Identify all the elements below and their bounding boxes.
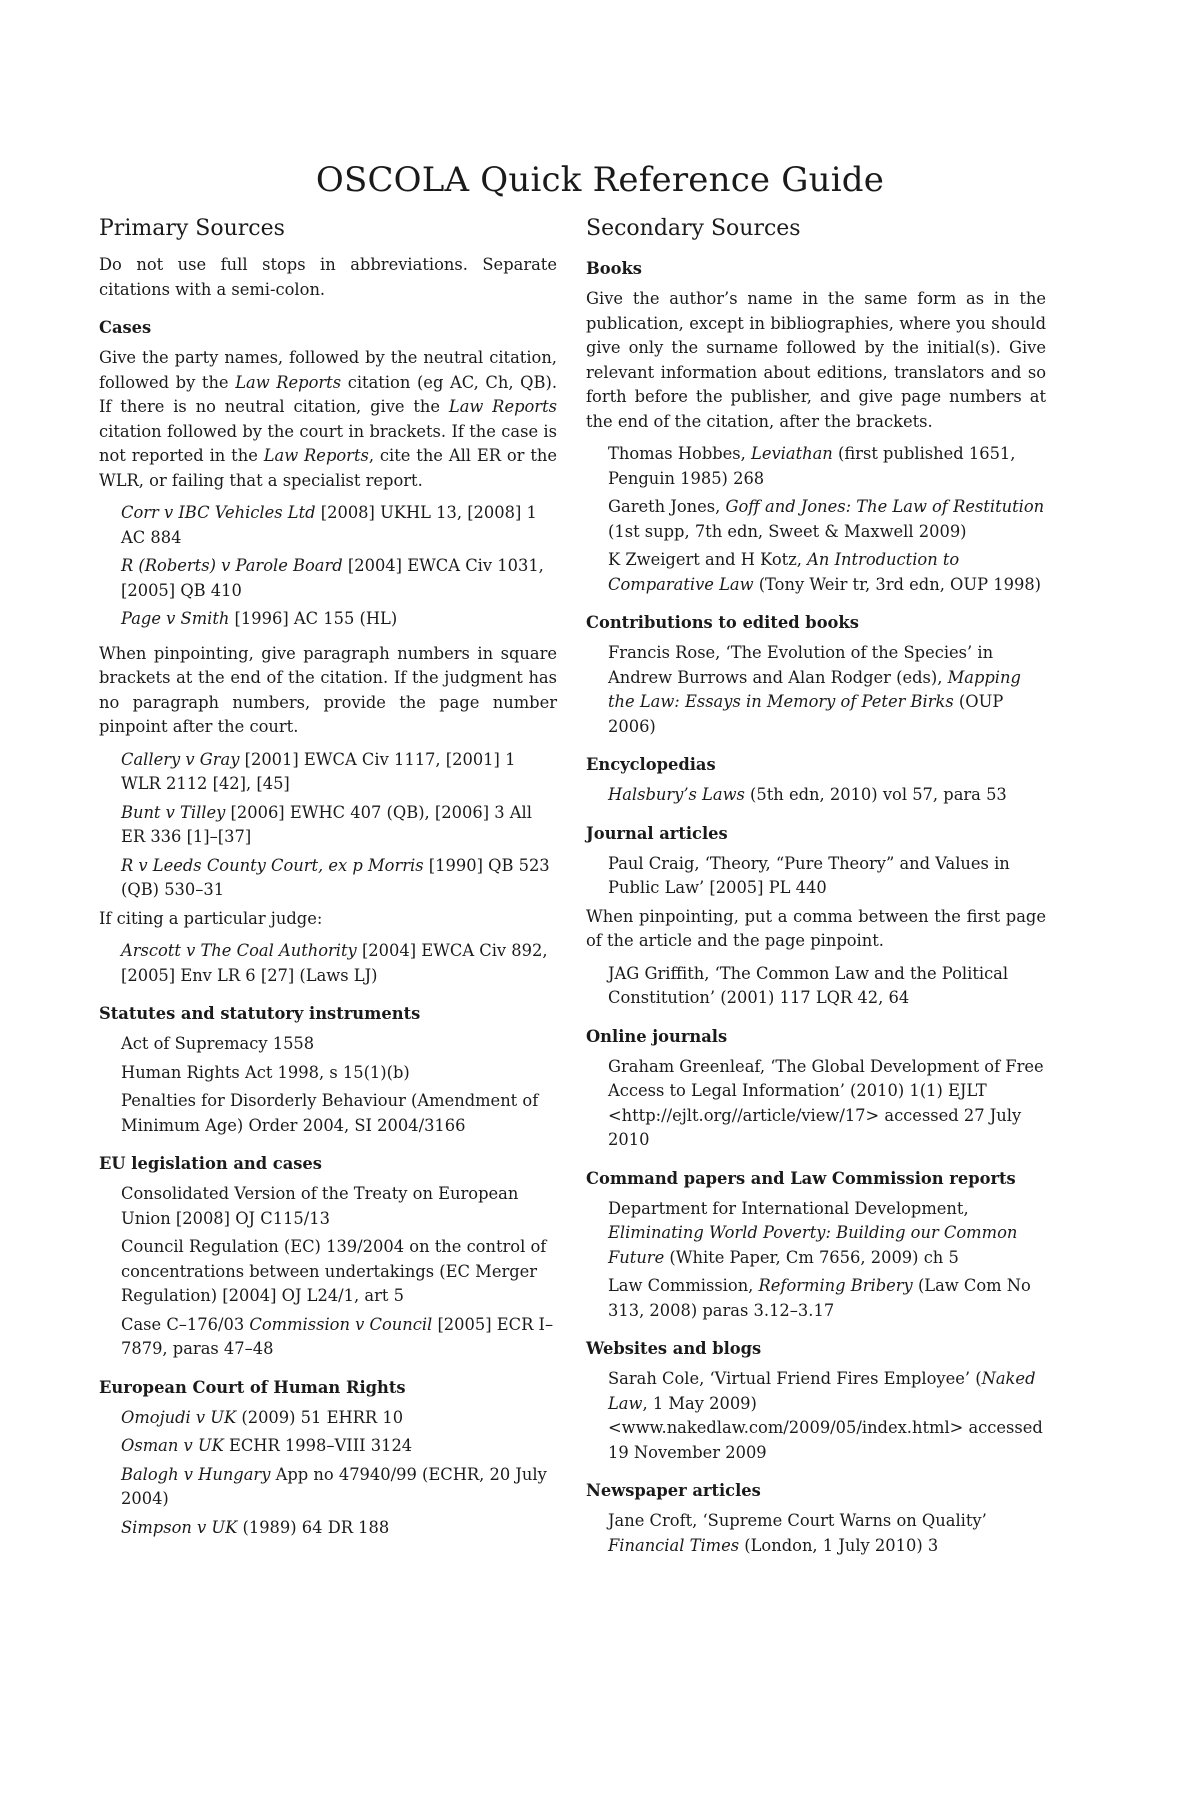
case-example: R (Roberts) v Parole Board [2004] EWCA Civ 1031, [2005] QB 410 xyxy=(121,556,544,600)
page-title: OSCOLA Quick Reference Guide xyxy=(315,160,885,200)
eu-heading: EU legislation and cases xyxy=(99,1154,322,1173)
primary-sources-heading: Primary Sources xyxy=(99,216,285,241)
journal-articles-heading: Journal articles xyxy=(586,823,728,843)
primary-intro: Do not use full stops in abbreviations. Separate citations with a semi-colon. xyxy=(99,255,557,299)
books-paragraph: Give the author’s name in the same form as in the publication, except in bibliographies, where you should give only the surname followed by the initial(s). Give relevant information about editions, translators and so forth before the publisher, and give page numbers at the end of the citation, after the brackets. xyxy=(586,289,1046,431)
contribution-example: Francis Rose, ‘The Evolution of the Species’ in Andrew Burrows and Alan Rodger (eds), Mapping the Law: Essays in Memory of Peter Birks (OUP 2006) xyxy=(608,643,1021,736)
case-example: Callery v Gray [2001] EWCA Civ 1117, [2001] 1 WLR 2112 [42], [45] xyxy=(121,749,516,793)
cases-paragraph: Give the party names, followed by the neutral citation, followed by the Law Reports citation (eg AC, Ch, QB). If there is no neutral citation, give the Law Reports citation followed by the court in brackets. If the case is not reported in the Law Reports, cite the All ER or the WLR, or failing that a specialist report. xyxy=(99,348,558,490)
case-example: Page v Smith [1996] AC 155 (HL) xyxy=(121,609,398,628)
statute-example: Act of Supremacy 1558 xyxy=(121,1034,315,1053)
secondary-sources-heading: Secondary Sources xyxy=(586,216,801,241)
website-example: Sarah Cole, ‘Virtual Friend Fires Employee’ (Naked Law, 1 May 2009) <www.nakedlaw.com/2009/05/index.html> accessed 19 November 2009 xyxy=(608,1369,1043,1462)
eu-example: Case C–176/03 Commission v Council [2005] ECR I–7879, paras 47–48 xyxy=(121,1314,554,1358)
command-papers-heading: Command papers and Law Commission reports xyxy=(586,1168,1016,1188)
contributions-heading: Contributions to edited books xyxy=(586,613,859,632)
newspaper-heading: Newspaper articles xyxy=(586,1481,761,1500)
echr-example: Omojudi v UK (2009) 51 EHRR 10 xyxy=(121,1407,404,1427)
encyclopedia-example: Halsbury’s Laws (5th edn, 2010) vol 57, para 53 xyxy=(608,785,1007,804)
echr-example: Osman v UK ECHR 1998–VIII 3124 xyxy=(121,1436,413,1455)
book-example: Gareth Jones, Goff and Jones: The Law of Restitution (1st supp, 7th edn, Sweet & Maxwell 2009) xyxy=(608,497,1045,541)
secondary-sources-column xyxy=(586,215,1046,1562)
websites-heading: Websites and blogs xyxy=(586,1339,762,1358)
case-example: R v Leeds County Court, ex p Morris [1990] QB 523 (QB) 530–31 xyxy=(121,855,550,899)
journal-example: Paul Craig, ‘Theory, “Pure Theory” and Values in Public Law’ [2005] PL 440 xyxy=(608,853,1010,897)
pinpoint-paragraph: When pinpointing, give paragraph numbers in square brackets at the end of the citation. If the judgment has no paragraph numbers, provide the page number pinpoint after the court. xyxy=(99,643,557,736)
case-example: Bunt v Tilley [2006] EWHC 407 (QB), [2006] 3 All ER 336 [1]–[37] xyxy=(121,802,532,846)
online-journals-heading: Online journals xyxy=(586,1026,728,1046)
statute-example: Penalties for Disorderly Behaviour (Amendment of Minimum Age) Order 2004, SI 2004/3166 xyxy=(121,1091,539,1135)
books-heading: Books xyxy=(586,259,642,278)
echr-heading: European Court of Human Rights xyxy=(99,1377,406,1397)
echr-example: Simpson v UK (1989) 64 DR 188 xyxy=(121,1517,390,1537)
book-example: Thomas Hobbes, Leviathan (first published 1651, Penguin 1985) 268 xyxy=(608,444,1016,488)
encyclopedias-heading: Encyclopedias xyxy=(586,755,716,774)
book-example: K Zweigert and H Kotz, An Introduction to Comparative Law (Tony Weir tr, 3rd edn, OUP 1998) xyxy=(608,550,1042,594)
newspaper-example: Jane Croft, ‘Supreme Court Warns on Quality’ Financial Times (London, 1 July 2010) 3 xyxy=(608,1511,987,1555)
echr-example: Balogh v Hungary App no 47940/99 (ECHR, 20 July 2004) xyxy=(121,1464,547,1508)
cases-heading: Cases xyxy=(99,318,152,337)
command-paper-example: Law Commission, Reforming Bribery (Law Com No 313, 2008) paras 3.12–3.17 xyxy=(608,1276,1031,1320)
statutes-heading: Statutes and statutory instruments xyxy=(99,1004,421,1023)
case-example: Arscott v The Coal Authority [2004] EWCA Civ 892, [2005] Env LR 6 [27] (Laws LJ) xyxy=(121,941,548,985)
journal-example: JAG Griffith, ‘The Common Law and the Political Constitution’ (2001) 117 LQR 42, 64 xyxy=(608,963,1009,1007)
judge-paragraph: If citing a particular judge: xyxy=(99,908,323,928)
case-example: Corr v IBC Vehicles Ltd [2008] UKHL 13, [2008] 1 AC 884 xyxy=(121,503,537,547)
primary-sources-column xyxy=(99,215,557,1544)
statute-example: Human Rights Act 1998, s 15(1)(b) xyxy=(121,1062,410,1082)
command-paper-example: Department for International Development, Eliminating World Poverty: Building our Common Future (White Paper, Cm 7656, 2009) ch 5 xyxy=(608,1198,1018,1267)
journal-pinpoint-paragraph: When pinpointing, put a comma between the first page of the article and the page pinpoint. xyxy=(586,906,1046,950)
eu-example: Council Regulation (EC) 139/2004 on the control of concentrations between undertakings (EC Merger Regulation) [2004] OJ L24/1, art 5 xyxy=(121,1237,547,1305)
online-journal-example: Graham Greenleaf, ‘The Global Development of Free Access to Legal Information’ (2010) 1(1) EJLT <http://ejlt.org//article/view/17> accessed 27 July 2010 xyxy=(608,1056,1044,1149)
eu-example: Consolidated Version of the Treaty on European Union [2008] OJ C115/13 xyxy=(121,1184,519,1228)
